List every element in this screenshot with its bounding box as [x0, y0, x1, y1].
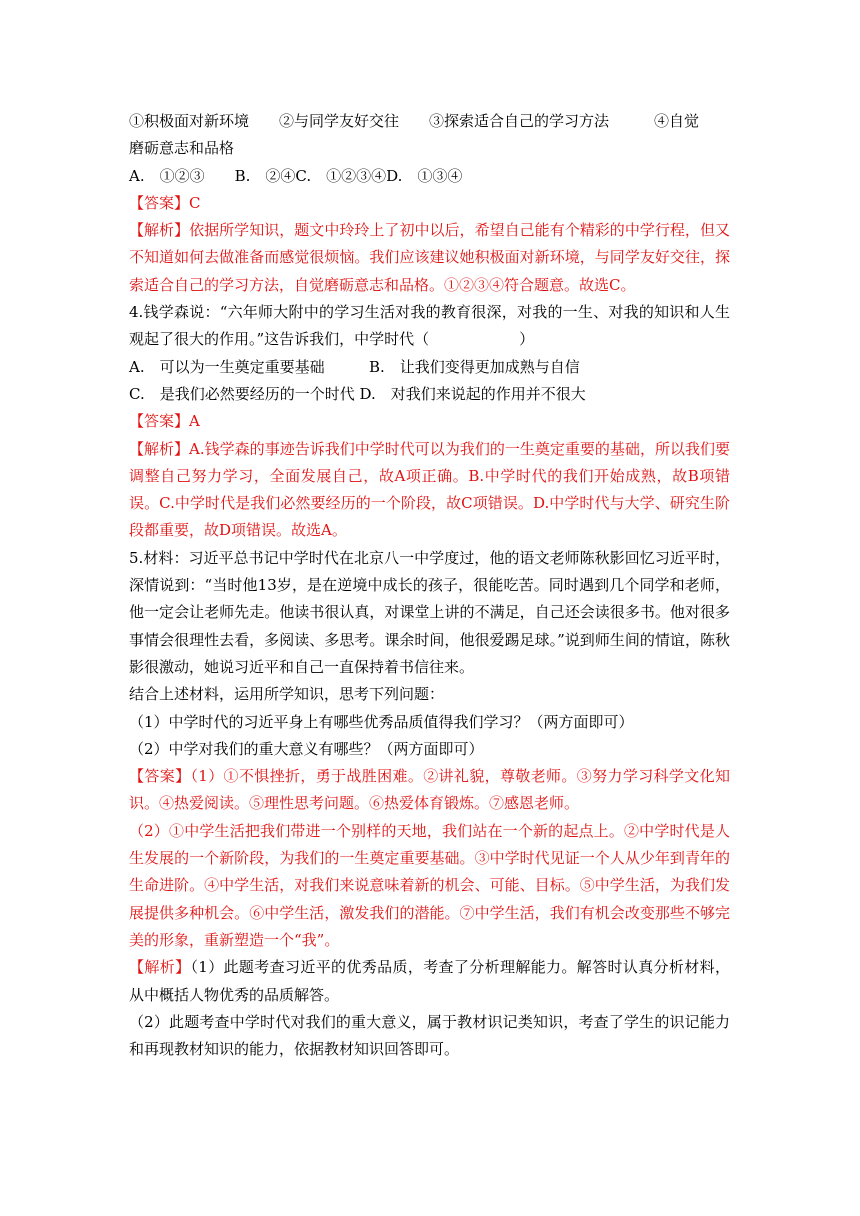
- q5-question-1: （1）中学时代的习近平身上有哪些优秀品质值得我们学习？（两方面即可）: [129, 712, 634, 731]
- q3-options: A. ①②③ B. ②④C. ①②③④D. ①③④: [129, 166, 463, 185]
- q4-analysis: [129, 436, 730, 545]
- q5-material: 5.材料：习近平总书记中学时代在北京八一中学度过，他的语文老师陈秋影回忆习近平时，深情说到：“当时他13岁，是在逆境中成长的孩子，很能吃苦。同时遇到几个同学和老师，他一定会让老师先走。他读书很认真，对课堂上讲的不满足，自己还会读很多书。他对很多事情会很理性去看，多阅读、多思考。课余时间，他很爱踢足球。”说到师生间的情谊，陈秋影很激动，她说习近平和自己一直保持着书信往来。: [129, 548, 730, 676]
- q3-statements-line2: 磨砺意志和品格: [129, 139, 235, 158]
- q5-answer-2: （2）①中学生活把我们带进一个别样的天地，我们站在一个新的起点上。②中学时代是人生发展的一个新阶段，为我们的一生奠定重要基础。③中学时代见证一个人从少年到青年的生命进阶。④中学生活，对我们来说意味着新的机会、可能、目标。⑤中学生活，为我们发展提供多种机会。⑥中学生活，激发我们的潜能。⑦中学生活，我们有机会改变那些不够完美的形象，重新塑造一个“我”。: [129, 821, 730, 949]
- analysis-text: 依据所学知识，题文中玲玲上了初中以后，希望自己能有个精彩的中学行程，但又不知道如何去做准备而感觉很烦恼。我们应该建议她积极面对新环境，与同学友好交往，探索适合自己的学习方法，自觉磨砺意志和品格。①②③④符合题意。故选C。: [129, 221, 730, 294]
- q4-option-b: B. 让我们变得更加成熟与自信: [369, 357, 580, 376]
- q4-option-a: A. 可以为一生奠定重要基础: [129, 357, 325, 376]
- q3-analysis: [129, 217, 730, 299]
- document-body: [129, 108, 730, 1063]
- answer-tag: 【答案】: [129, 412, 190, 431]
- analysis-tag: 【解析】: [129, 439, 190, 458]
- q4-stem: 4.钱学森说：“六年师大附中的学习生活对我的教育很深，对我的一生、对我的知识和人生观起了很大的作用。”这告诉我们，中学时代（ ）: [129, 303, 730, 349]
- q4-options-cd: C. 是我们必然要经历的一个时代 D. 对我们来说起的作用并不很大: [129, 384, 586, 403]
- analysis-tag: 【解析】: [129, 958, 191, 977]
- q4-options-ab: [129, 354, 730, 381]
- answer-tag: 【答案】: [129, 193, 190, 212]
- answer-value: C: [189, 193, 201, 212]
- q5-answer-1: [129, 763, 730, 818]
- answer-text: （1）①不惧挫折，勇于战胜困难。②讲礼貌，尊敬老师。③努力学习科学文化知识。④热爱阅读。⑤理性思考问题。⑥热爱体育锻炼。⑦感恩老师。: [129, 767, 730, 813]
- analysis-text: （1）此题考查习近平的优秀品质，考查了分析理解能力。解答时认真分析材料，从中概括人物优秀的品质解答。: [129, 958, 730, 1004]
- q5-prompt: 结合上述材料，运用所学知识，思考下列问题：: [129, 685, 445, 704]
- q4-answer: [129, 408, 730, 435]
- q5-question-2: （2）中学对我们的重大意义有哪些？（两方面即可）: [129, 739, 484, 758]
- q3-statements-line1: ①积极面对新环境 ②与同学友好交往 ③探索适合自己的学习方法 ④自觉: [129, 112, 700, 130]
- q5-analysis-1: [129, 954, 730, 1009]
- answer-tag: 【答案】: [129, 767, 191, 786]
- q3-answer: [129, 190, 730, 217]
- analysis-tag: 【解析】: [129, 221, 190, 240]
- analysis-text: A.钱学森的事迹告诉我们中学时代可以为我们的一生奠定重要的基础，所以我们要调整自己努力学习，全面发展自己，故A项正确。B.中学时代的我们开始成熟，故B项错误。C.中学时代是我们必然要经历的一个阶段，故C项错误。D.中学时代与大学、研究生阶段都重要，故D项错误。故选A。: [129, 439, 730, 540]
- answer-value: A: [189, 412, 200, 431]
- q5-analysis-2: （2）此题考查中学时代对我们的重大意义，属于教材识记类知识，考查了学生的识记能力和再现教材知识的能力，依据教材知识回答即可。: [129, 1012, 730, 1059]
